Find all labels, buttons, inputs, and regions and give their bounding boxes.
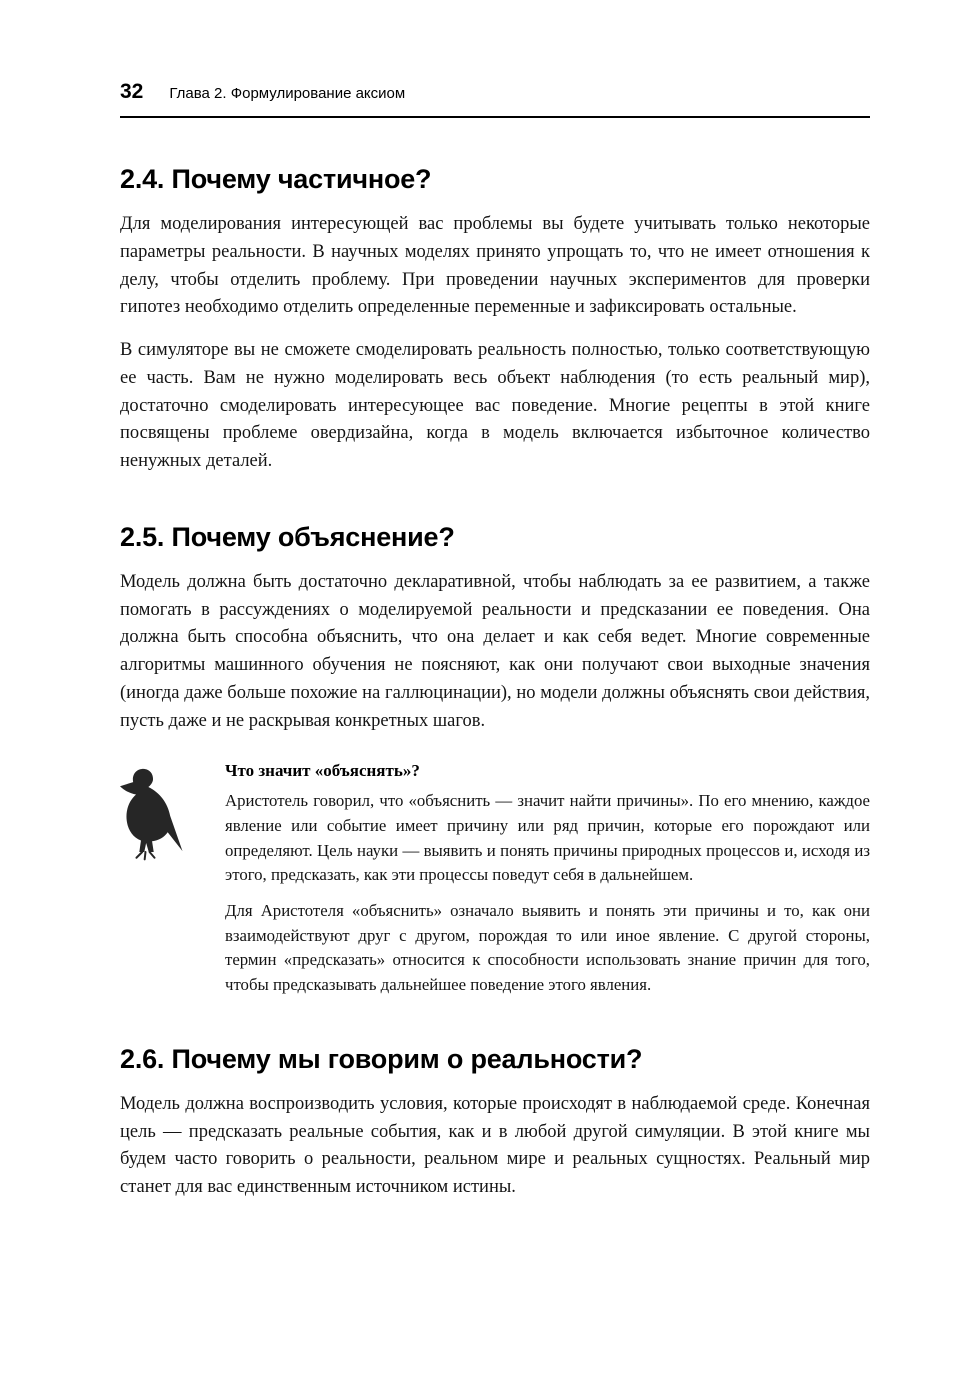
page-header xyxy=(120,80,870,118)
paragraph: Модель должна быть достаточно декларативной, чтобы наблюдать за ее развитием, а также помогать в рассуждениях о моделируемой реальности и предсказании ее поведения. Она должна быть способна объяснить, что она делает и как себя ведет. Многие современные алгоритмы машинного обучения не поясняют, как они получают свои выходные значения (иногда даже больше похожие на галлюцинации), но модели должны объяснять свои действия, пусть даже и не раскрывая конкретных шагов. xyxy=(120,571,870,731)
paragraph: В симуляторе вы не сможете смоделировать реальность полностью, только соответствующую ее часть. Вам не нужно моделировать весь объект наблюдения (то есть реальный мир), достаточно смоделировать интересующее вас поведение. Многие рецепты в этой книге посвящены проблеме овердизайна, когда в модель включается избыточное количество ненужных деталей. xyxy=(120,340,870,471)
note-title: Что значит «объяснять»? xyxy=(225,761,420,781)
paragraph: Модель должна воспроизводить условия, которые происходят в наблюдаемой среде. Конечная цель — предсказать реальные события, как и в любой другой симуляции. В этой книге мы будем часто говорить о реальности, реальном мире и реальных сущностях. Реальный мир станет для вас единственным источником истины. xyxy=(120,1093,870,1197)
note-paragraph: Аристотель говорил, что «объяснить — значит найти причины». По его мнению, каждое явление или событие имеет причину или ряд причин, которые его порождают или определяют. Цель науки — выявить и понять причины природных процессов и, исходя из этого, предсказать, как эти процессы поведут себя в дальнейшем. xyxy=(225,791,870,885)
page-number: 32 xyxy=(120,80,144,103)
running-head: Глава 2. Формулирование аксиом xyxy=(169,85,406,102)
raven-icon xyxy=(120,761,225,868)
paragraph: Для моделирования интересующей вас проблемы вы будете учитывать только некоторые параметры реальности. В научных моделях принято упрощать то, что не имеет отношения к делу, чтобы отделить проблему. При проведении научных экспериментов для проверки гипотез необходимо отделить определенные переменные и зафиксировать остальные. xyxy=(120,214,870,318)
section-title-2-4: 2.4. Почему частичное? xyxy=(120,164,432,194)
note-body xyxy=(225,761,870,998)
note-paragraph: Для Аристотеля «объяснить» означало выявить и понять эти причины и то, как они взаимодействуют друг с другом, порождая то или иное явление. С другой стороны, термин «предсказать» относится к способности использовать знание причин для того, чтобы предсказывать дальнейшее поведение этого явления. xyxy=(225,901,870,995)
section-title-2-5: 2.5. Почему объяснение? xyxy=(120,521,455,552)
section-title-2-6: 2.6. Почему мы говорим о реальности? xyxy=(120,1043,643,1074)
note-block xyxy=(120,761,870,998)
